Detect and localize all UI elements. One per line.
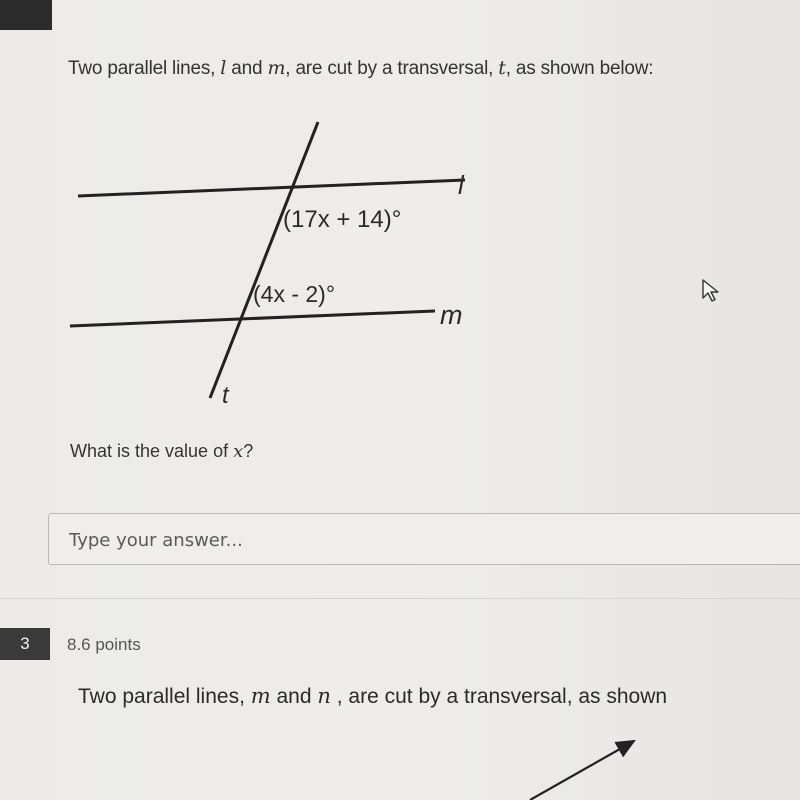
variable-l: l bbox=[220, 57, 227, 79]
variable-t: t bbox=[498, 57, 506, 79]
line-m-label: m bbox=[440, 300, 463, 330]
question-2-text-part: , are cut by a transversal, bbox=[285, 58, 499, 79]
prompt-text-part: ? bbox=[243, 441, 254, 461]
angle-top-label: (17x + 14)° bbox=[283, 206, 402, 233]
question-3-text-part: and bbox=[270, 685, 318, 708]
line-l bbox=[78, 180, 465, 196]
prompt-text-part: What is the value of bbox=[70, 441, 234, 461]
line-l-label: l bbox=[458, 170, 464, 200]
variable-n: n bbox=[317, 684, 331, 708]
question-2-prompt bbox=[70, 441, 253, 462]
question-2-text-part: Two parallel lines, bbox=[68, 58, 221, 79]
question-2-text-part: , as shown below: bbox=[505, 58, 654, 79]
variable-m: m bbox=[250, 684, 271, 708]
mouse-pointer-icon bbox=[700, 278, 726, 304]
line-m bbox=[70, 311, 435, 326]
variable-x: x bbox=[233, 441, 244, 462]
variable-m: m bbox=[267, 57, 286, 79]
question-3-text bbox=[78, 684, 667, 709]
question-3-points: 8.6 points bbox=[67, 635, 141, 654]
question-divider bbox=[0, 598, 800, 599]
transversal-label: t bbox=[222, 382, 229, 409]
question-3-text-part: Two parallel lines, bbox=[78, 685, 251, 708]
answer-field-container bbox=[48, 513, 800, 565]
answer-input[interactable] bbox=[67, 524, 771, 556]
question-3-number-badge: 3 bbox=[0, 628, 50, 660]
question-2-text-part: and bbox=[226, 58, 268, 79]
question-3-text-part: , are cut by a transversal, as shown bbox=[330, 685, 668, 708]
angle-bottom-label: (4x - 2)° bbox=[253, 281, 336, 307]
transversal-t bbox=[210, 122, 318, 398]
